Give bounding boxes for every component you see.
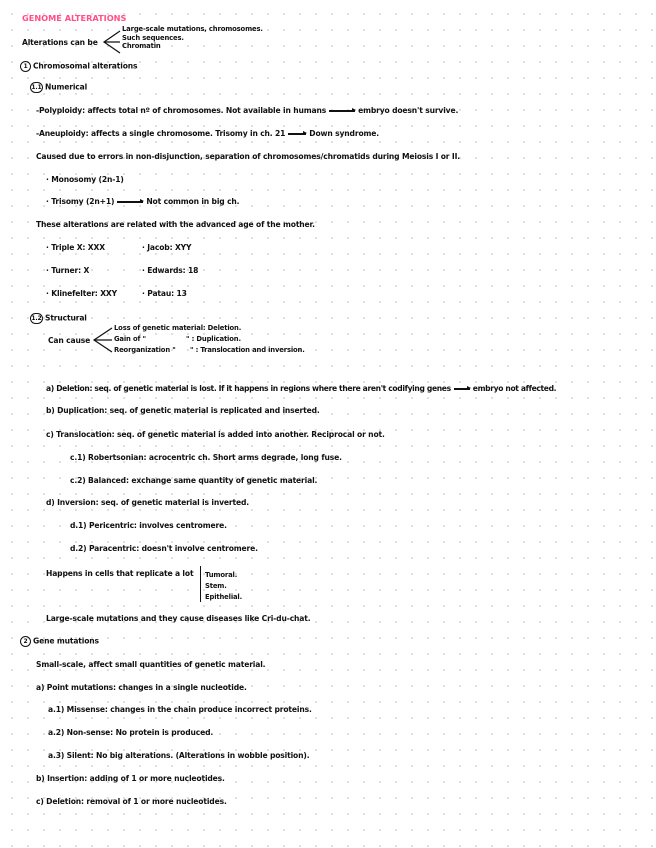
cause-gain-result: " : Duplication.	[186, 335, 241, 343]
intro-branch-1: Large-scale mutations, chromosomes.	[122, 25, 263, 33]
syndrome-edwards: · Edwards: 18	[142, 266, 199, 275]
can-cause-label: Can cause	[48, 336, 91, 345]
insertion-line: b) Insertion: adding of 1 or more nucleotides.	[36, 774, 225, 783]
polyploidy-text: -Polyploidy: affects total nº of chromosomes. Not available in humans	[36, 106, 327, 115]
syndrome-klinefelter: · Klinefelter: XXY	[46, 289, 117, 298]
missense-line: a.1) Missense: changes in the chain produce incorrect proteins.	[48, 705, 312, 714]
section-2-title: Gene mutations	[33, 636, 99, 646]
polyploidy-result: embryo doesn't survive.	[358, 106, 459, 115]
subsection-1-2-heading	[30, 313, 87, 324]
subsection-number-badge: 1.1	[31, 84, 42, 91]
aneuploidy-text: -Aneuploidy: affects a single chromosome. Trisomy in ch. 21	[36, 129, 286, 138]
aneuploidy-result: Down syndrome.	[309, 129, 380, 138]
subsection-1-2-title: Structural	[45, 313, 87, 323]
pericentric-line: d.1) Pericentric: involves centromere.	[70, 521, 227, 530]
large-scale-line: Large-scale mutations and they cause diseases like Cri-du-chat.	[46, 614, 311, 623]
monosomy-line: · Monosomy (2n-1)	[46, 175, 124, 184]
page-title: GENOME ALTERATIONS	[22, 13, 127, 23]
arrow-icon	[454, 388, 470, 389]
section-number-badge: 2	[20, 636, 31, 647]
balanced-line: c.2) Balanced: exchange same quantity of genetic material.	[70, 476, 318, 485]
deletion-line	[46, 384, 556, 394]
gene-deletion-line: c) Deletion: removal of 1 or more nucleotides.	[36, 797, 227, 806]
subsection-number-badge: 1.2	[31, 315, 42, 322]
syndrome-patau: · Patau: 13	[142, 289, 187, 298]
cause-bracket	[92, 327, 114, 353]
arrow-icon	[117, 201, 143, 202]
intro-branch-2: Such sequences.	[122, 34, 184, 42]
caused-line: Caused due to errors in non-disjunction, separation of chromosomes/chromatids during Meiosis I or II.	[36, 152, 460, 161]
related-line: These alterations are related with the advanced age of the mother.	[36, 220, 315, 229]
cell-type-1: Tumoral.	[205, 571, 238, 579]
translocation-line: c) Translocation: seq. of genetic material is added into another. Reciprocal or not.	[46, 430, 385, 439]
cell-type-3: Epithelial.	[205, 593, 243, 601]
aneuploidy-line	[36, 129, 379, 139]
small-scale-line: Small-scale, affect small quantities of genetic material.	[36, 660, 266, 669]
syndrome-turner: · Turner: X	[46, 266, 90, 275]
silent-line: a.3) Silent: No big alterations. (Alterations in wobble position).	[48, 751, 310, 760]
cause-reorganization: Reorganization "	[114, 346, 176, 354]
cells-divider	[200, 566, 201, 602]
section-1-title: Chromosomal alterations	[33, 61, 138, 71]
polyploidy-line	[36, 106, 458, 116]
cause-reorganization-result: " : Translocation and inversion.	[190, 346, 305, 354]
happens-line: Happens in cells that replicate a lot	[46, 569, 194, 578]
arrow-icon	[288, 133, 306, 134]
trisomy-note: Not common in big ch.	[146, 197, 240, 206]
intro-branch-3: Chromatin	[122, 42, 161, 50]
cell-type-2: Stem.	[205, 582, 227, 590]
cause-gain: Gain of "	[114, 335, 146, 343]
intro-lead: Alterations can be	[22, 38, 98, 47]
section-number-badge: 1	[20, 61, 31, 72]
section-1-heading	[20, 61, 137, 72]
deletion-result: embryo not affected.	[472, 384, 557, 393]
point-mutations-line: a) Point mutations: changes in a single nucleotide.	[36, 683, 247, 692]
cause-loss: Loss of genetic material: Deletion.	[114, 324, 242, 332]
subsection-1-1-heading	[30, 82, 87, 93]
trisomy-line	[46, 197, 239, 207]
nonsense-line: a.2) Non-sense: No protein is produced.	[48, 728, 214, 737]
syndrome-jacob: · Jacob: XYY	[142, 243, 192, 252]
inversion-line: d) Inversion: seq. of genetic material is inverted.	[46, 498, 249, 507]
section-2-heading	[20, 636, 99, 647]
intro-bracket	[102, 30, 122, 54]
paracentric-line: d.2) Paracentric: doesn't involve centromere.	[70, 544, 258, 553]
subsection-1-1-title: Numerical	[45, 82, 88, 92]
robertsonian-line: c.1) Robertsonian: acrocentric ch. Short arms degrade, long fuse.	[70, 453, 342, 462]
deletion-text: a) Deletion: seq. of genetic material is lost. If it happens in regions where there aren't codifying genes	[46, 384, 451, 393]
arrow-icon	[329, 110, 355, 111]
trisomy-text: · Trisomy (2n+1)	[46, 197, 115, 206]
syndrome-triple-x: · Triple X: XXX	[46, 243, 105, 252]
duplication-line: b) Duplication: seq. of genetic material is replicated and inserted.	[46, 406, 320, 415]
